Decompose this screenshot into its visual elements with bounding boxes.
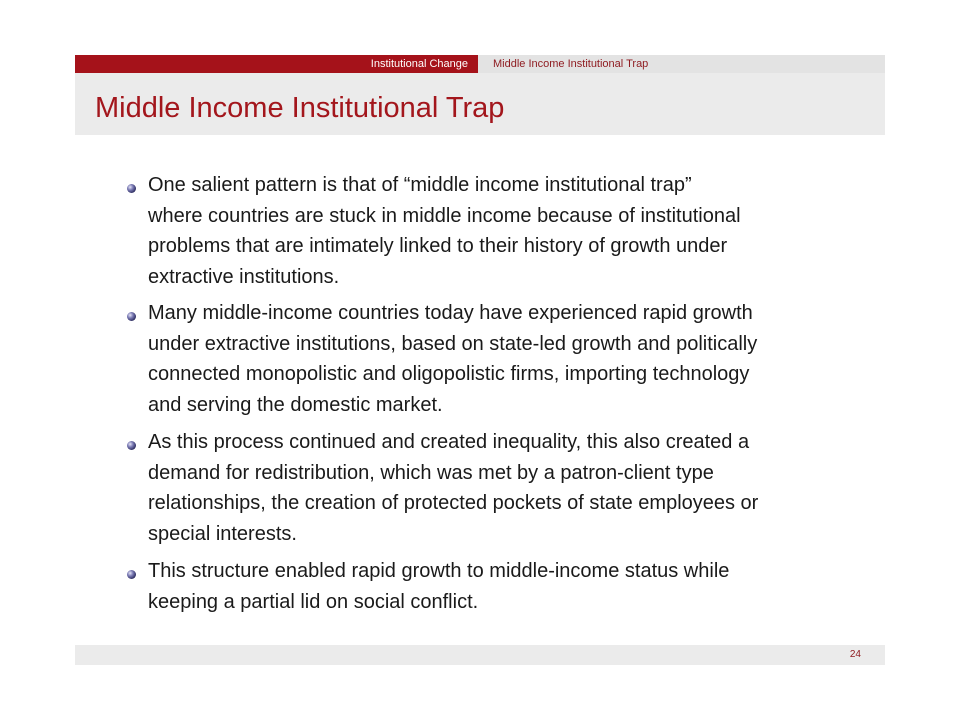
frame-title-band (75, 73, 885, 135)
footer-bar (75, 645, 885, 665)
bullet-line: where countries are stuck in middle income because of institutional (148, 204, 741, 227)
bullet-line: connected monopolistic and oligopolistic firms, importing technology (148, 363, 750, 385)
section-label: Institutional Change (370, 58, 468, 70)
bullet-line: One salient pattern is that of “middle income institutional trap” (148, 174, 692, 196)
bullet-line: As this process continued and created inequality, this also created a (148, 431, 750, 453)
ball-bullet-icon (127, 312, 136, 321)
frame-title: Middle Income Institutional Trap (95, 92, 505, 124)
bullet-line: This structure enabled rapid growth to middle-income status while (148, 560, 730, 582)
ball-bullet-icon (127, 184, 136, 193)
bullet-line: keeping a partial lid on social conflict. (148, 590, 479, 613)
bullet-line: Many middle-income countries today have experienced rapid growth (148, 302, 753, 324)
bullet-line: demand for redistribution, which was met by a patron-client type (148, 461, 714, 484)
headline-bar (75, 55, 885, 73)
subsection-nav (478, 55, 885, 73)
page-number: 24 (849, 649, 861, 660)
bullet-line: problems that are intimately linked to their history of growth under (148, 235, 728, 257)
slide (75, 55, 885, 665)
bullet-line: extractive institutions. (148, 265, 340, 288)
bullet-text (148, 427, 758, 549)
bullet-line: special interests. (148, 522, 297, 545)
section-nav (75, 55, 478, 73)
ball-bullet-icon (127, 570, 136, 579)
subsection-label: Middle Income Institutional Trap (493, 58, 649, 70)
bullet-line: and serving the domestic market. (148, 393, 443, 416)
bullet-text (148, 298, 757, 420)
bullet-line: relationships, the creation of protected pockets of state employees or (148, 492, 759, 514)
ball-bullet-icon (127, 441, 136, 450)
bullet-line: under extractive institutions, based on state-led growth and politically (148, 332, 758, 355)
bullet-text (148, 556, 729, 617)
bullet-text (148, 170, 741, 292)
